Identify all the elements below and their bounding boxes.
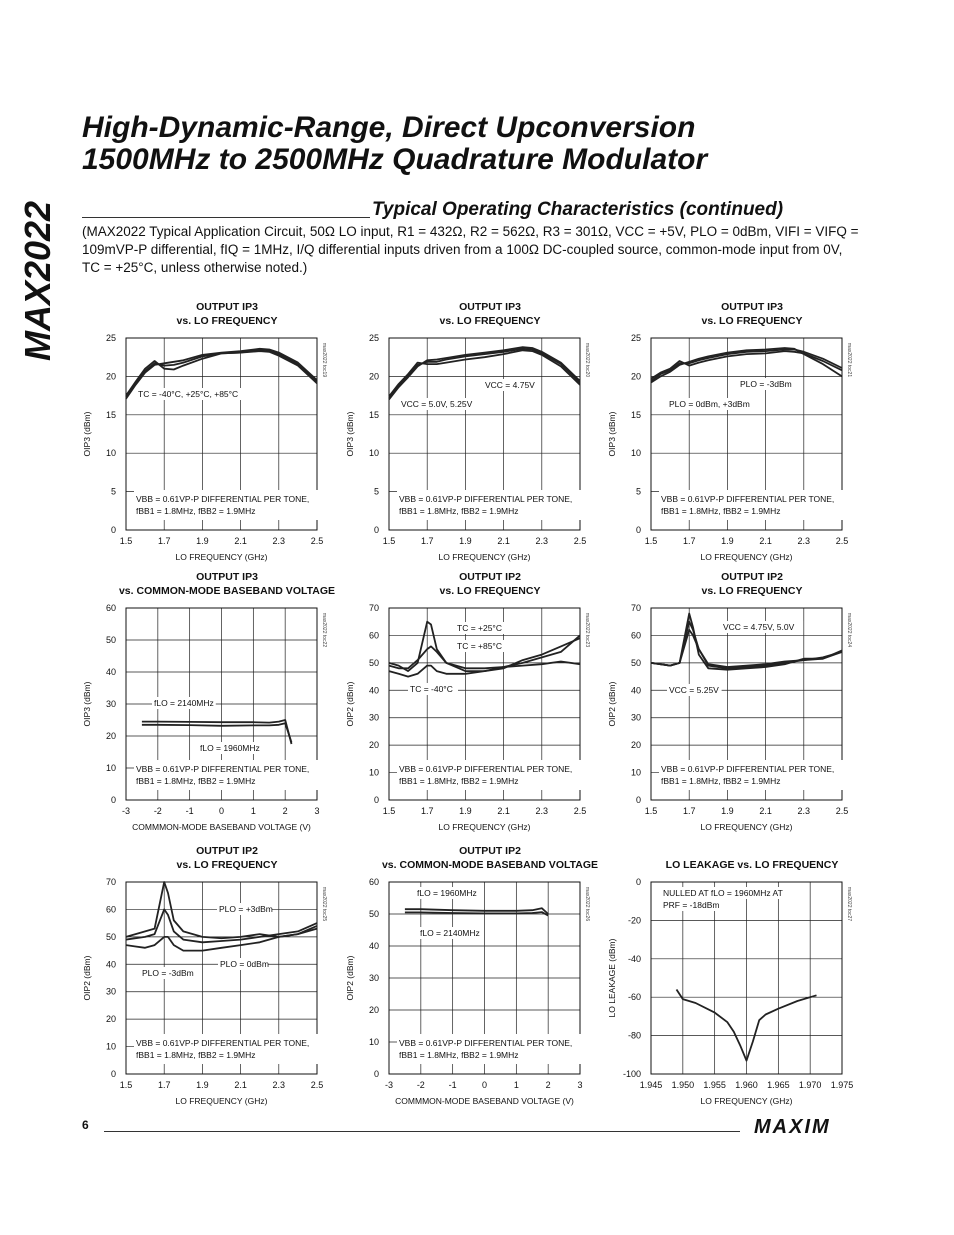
chart-oip2-vs-cm-voltage [345, 844, 635, 1109]
maxim-logo: MAXIM [754, 1116, 831, 1138]
y-tick-label: 60 [368, 877, 379, 887]
y-tick-label: 0 [635, 877, 641, 887]
y-tick-label: 60 [105, 904, 116, 915]
chart-svg [82, 300, 372, 565]
x-axis-label: LO FREQUENCY (GHz) [438, 552, 531, 562]
footnote-line-2: fBB1 = 1.8MHz, fBB2 = 1.9MHz [661, 776, 781, 786]
y-tick-label: -80 [627, 1030, 641, 1041]
x-axis-label: LO FREQUENCY (GHz) [700, 822, 793, 832]
x-tick-label: 1.9 [721, 536, 734, 546]
x-tick-label: 2.5 [573, 536, 587, 546]
annotation-label: VCC = 5.0V, 5.25V [401, 399, 473, 409]
x-tick-label: -1 [185, 806, 194, 816]
chart-title-line-1: OUTPUT IP2 [196, 845, 258, 857]
y-tick-label: 25 [630, 333, 641, 343]
footnote-line-2: fBB1 = 1.8MHz, fBB2 = 1.9MHz [399, 1050, 519, 1060]
chart-svg [607, 300, 897, 565]
x-tick-label: 1.7 [420, 536, 434, 546]
y-tick-label: 0 [635, 525, 641, 535]
x-tick-label: 2.5 [835, 806, 849, 816]
x-tick-label: -3 [384, 1080, 394, 1090]
chart-svg [345, 300, 635, 565]
chart-id: max2022 toc24 [846, 612, 852, 648]
x-axis-label: LO FREQUENCY (GHz) [438, 822, 531, 832]
x-tick-label: 1.5 [382, 536, 396, 546]
x-tick-label: 1.9 [196, 536, 209, 546]
x-tick-label: 2 [545, 1080, 551, 1090]
x-axis-label: LO FREQUENCY (GHz) [175, 1096, 268, 1106]
y-tick-label: 20 [105, 1014, 116, 1025]
chart-title-line-2: vs. LO FREQUENCY [176, 859, 278, 871]
y-tick-label: 20 [368, 371, 379, 382]
y-tick-label: 10 [105, 1041, 116, 1052]
y-tick-label: 20 [105, 371, 116, 382]
x-tick-label: 2 [282, 806, 288, 816]
y-tick-label: 40 [105, 959, 116, 970]
y-tick-label: 25 [368, 333, 379, 343]
annotation-label: NULLED AT fLO = 1960MHz AT [663, 888, 783, 898]
chart-svg [345, 570, 635, 835]
x-tick-label: 1.9 [459, 536, 472, 546]
x-tick-label: 1.7 [157, 536, 171, 546]
y-tick-label: 40 [368, 685, 379, 696]
y-axis-label: OIP2 (dBm) [607, 681, 617, 727]
x-tick-label: 1.5 [119, 1080, 133, 1090]
chart-id: max2022 toc21 [846, 342, 852, 378]
y-tick-label: 0 [110, 795, 116, 805]
footnote-line-1: VBB = 0.61VP-P DIFFERENTIAL PER TONE, [661, 494, 835, 504]
y-tick-label: 40 [630, 685, 641, 696]
x-tick-label: 1.975 [830, 1080, 854, 1090]
chart-svg [345, 844, 635, 1109]
y-axis-label: OIP3 (dBm) [82, 681, 92, 727]
y-axis-label: OIP3 (dBm) [345, 411, 355, 457]
y-tick-label: 5 [635, 486, 641, 497]
x-axis-label: COMMMON-MODE BASEBAND VOLTAGE (V) [132, 822, 311, 832]
y-tick-label: 30 [105, 699, 116, 709]
y-tick-label: 15 [630, 409, 641, 420]
x-tick-label: -2 [416, 1080, 425, 1090]
y-tick-label: 10 [368, 448, 379, 459]
y-tick-label: 0 [110, 1069, 116, 1079]
annotation-label: fLO = 1960MHz [200, 743, 260, 753]
y-tick-label: 0 [373, 525, 379, 535]
x-axis-label: COMMMON-MODE BASEBAND VOLTAGE (V) [395, 1096, 574, 1106]
x-tick-label: -2 [153, 806, 162, 816]
x-tick-label: 1.7 [157, 1080, 171, 1090]
annotation-label: VCC = 4.75V [485, 380, 535, 390]
chart-title-line-2: LO LEAKAGE vs. LO FREQUENCY [665, 859, 839, 871]
footnote-line-2: fBB1 = 1.8MHz, fBB2 = 1.9MHz [399, 776, 519, 786]
chart-id: max2022 toc23 [584, 612, 590, 648]
x-tick-label: 1.970 [798, 1080, 822, 1090]
annotation-label: VCC = 5.25V [669, 685, 719, 695]
x-tick-label: 1 [513, 1080, 519, 1090]
chart-title-line-2: vs. LO FREQUENCY [176, 315, 278, 327]
footnote-line-1: VBB = 0.61VP-P DIFFERENTIAL PER TONE, [136, 764, 310, 774]
footnote-line-1: VBB = 0.61VP-P DIFFERENTIAL PER TONE, [661, 764, 835, 774]
chart-title-line-1: OUTPUT IP2 [459, 571, 521, 583]
chart-lo-leakage-vs-lo [607, 844, 897, 1109]
x-tick-label: 2.3 [535, 536, 549, 546]
y-tick-label: 0 [110, 525, 116, 535]
y-tick-label: 20 [630, 371, 641, 382]
x-tick-label: 1.9 [721, 806, 734, 816]
footnote-line-2: fBB1 = 1.8MHz, fBB2 = 1.9MHz [136, 1050, 256, 1060]
chart-oip2-vs-lo-temp [345, 570, 635, 835]
chart-title-line-2: vs. LO FREQUENCY [439, 585, 541, 597]
x-tick-label: 2.3 [272, 536, 286, 546]
annotation-label: fLO = 2140MHz [154, 698, 214, 708]
x-tick-label: 2.3 [272, 1080, 286, 1090]
section-rule [82, 217, 370, 218]
section-title: Typical Operating Characteristics (continued) [372, 199, 784, 220]
series-line [389, 347, 580, 399]
y-tick-label: 40 [368, 941, 379, 951]
chart-svg [82, 844, 372, 1109]
x-tick-label: 1.7 [682, 536, 696, 546]
chart-id: max2022 toc26 [584, 886, 590, 922]
side-part-number: MAX2022 [17, 200, 58, 362]
footnote-line-1: VBB = 0.61VP-P DIFFERENTIAL PER TONE, [136, 1038, 310, 1048]
chart-oip2-vs-lo-plo [82, 844, 372, 1109]
x-tick-label: 1.5 [382, 806, 396, 816]
y-tick-label: 10 [368, 1037, 379, 1047]
y-tick-label: 30 [368, 712, 379, 723]
chart-title-line-2: vs. LO FREQUENCY [439, 315, 541, 327]
page-title [82, 112, 882, 176]
footnote-line-1: VBB = 0.61VP-P DIFFERENTIAL PER TONE, [399, 494, 573, 504]
chart-oip2-vs-lo-vcc [607, 570, 897, 835]
y-tick-label: 50 [630, 657, 641, 668]
y-tick-label: 70 [630, 603, 641, 613]
x-tick-label: 2.1 [497, 536, 510, 546]
x-tick-label: 3 [314, 806, 320, 816]
annotation-label: fLO = 2140MHz [420, 928, 480, 938]
chart-title-line-1: OUTPUT IP3 [196, 571, 258, 583]
footer-rule [104, 1131, 740, 1132]
y-tick-label: 10 [630, 767, 641, 778]
y-tick-label: 60 [105, 603, 116, 613]
x-tick-label: 1.7 [420, 806, 434, 816]
x-tick-label: 2.5 [835, 536, 849, 546]
x-axis-label: LO FREQUENCY (GHz) [700, 552, 793, 562]
x-tick-label: 2.3 [797, 806, 811, 816]
annotation-label: TC = +25°C [457, 623, 502, 633]
y-tick-label: 10 [105, 448, 116, 459]
footnote-line-2: fBB1 = 1.8MHz, fBB2 = 1.9MHz [661, 506, 781, 516]
y-tick-label: 5 [373, 486, 379, 497]
chart-oip3-vs-lo-vcc [345, 300, 635, 565]
x-tick-label: 1.7 [682, 806, 696, 816]
page-number: 6 [82, 1118, 89, 1132]
series-line [651, 348, 842, 383]
series-line [142, 720, 292, 744]
y-axis-label: OIP2 (dBm) [345, 955, 355, 1001]
x-tick-label: 2.3 [535, 806, 549, 816]
annotation-label: TC = -40°C [410, 684, 453, 694]
y-tick-label: 20 [368, 740, 379, 751]
x-tick-label: 1.5 [644, 536, 658, 546]
y-tick-label: -60 [627, 992, 641, 1003]
y-tick-label: 20 [368, 1005, 379, 1015]
chart-title-line-1: OUTPUT IP3 [196, 301, 258, 313]
footnote-line-2: fBB1 = 1.8MHz, fBB2 = 1.9MHz [136, 506, 256, 516]
y-tick-label: -40 [627, 953, 641, 964]
chart-id: max2022 toc20 [584, 342, 590, 378]
y-tick-label: 40 [105, 667, 116, 677]
y-axis-label: OIP3 (dBm) [82, 411, 92, 457]
chart-id: max2022 toc19 [321, 342, 327, 378]
page-title-line-1: High-Dynamic-Range, Direct Upconversion [82, 111, 696, 144]
annotation-label: PLO = +3dBm [219, 904, 273, 914]
annotation-label: fLO = 1960MHz [417, 888, 477, 898]
chart-title-line-2: vs. COMMON-MODE BASEBAND VOLTAGE [118, 585, 336, 597]
y-tick-label: 0 [635, 795, 641, 805]
footnote-line-1: VBB = 0.61VP-P DIFFERENTIAL PER TONE, [399, 764, 573, 774]
x-tick-label: 2.1 [497, 806, 510, 816]
y-tick-label: 10 [105, 763, 116, 773]
y-tick-label: 50 [368, 909, 379, 919]
chart-oip3-vs-lo-temp [82, 300, 372, 565]
chart-svg [607, 570, 897, 835]
x-tick-label: 2.1 [234, 536, 247, 546]
chart-id: max2022 toc22 [321, 612, 327, 648]
x-tick-label: 0 [218, 806, 225, 816]
y-axis-label: OIP3 (dBm) [607, 411, 617, 457]
y-tick-label: 5 [110, 486, 116, 497]
annotation-label: PRF = -18dBm [663, 900, 720, 910]
annotation-label: PLO = 0dBm [220, 959, 269, 969]
annotation-label: TC = +85°C [457, 641, 502, 651]
y-tick-label: 25 [105, 333, 116, 343]
x-axis-label: LO FREQUENCY (GHz) [700, 1096, 793, 1106]
x-tick-label: -3 [121, 806, 131, 816]
x-tick-label: 2.1 [234, 1080, 247, 1090]
y-tick-label: 50 [105, 635, 116, 645]
chart-title-line-1: OUTPUT IP3 [721, 301, 783, 313]
y-tick-label: 30 [105, 986, 116, 997]
footnote-line-2: fBB1 = 1.8MHz, fBB2 = 1.9MHz [136, 776, 256, 786]
x-tick-label: 3 [577, 1080, 583, 1090]
x-tick-label: 1.960 [735, 1080, 758, 1090]
x-tick-label: 1.5 [644, 806, 658, 816]
test-conditions: (MAX2022 Typical Application Circuit, 50Ω LO input, R1 = 432Ω, R2 = 562Ω, R3 = 301Ω, VCC = +5V, PLO = 0dBm, VIFI = VIFQ = 109mVP-P differential, fIQ = 1MHz, I/Q differential inputs driven from a 100Ω DC-coupled source, common-mode input from 0V, TC = +25°C, unless otherwise noted.) [82, 224, 859, 275]
y-tick-label: 20 [630, 740, 641, 751]
x-tick-label: 1.5 [119, 536, 133, 546]
y-tick-label: 15 [105, 409, 116, 420]
annotation-label: VCC = 4.75V, 5.0V [723, 622, 795, 632]
y-axis-label: LO LEAKAGE (dBm) [607, 938, 617, 1018]
x-tick-label: 2.5 [573, 806, 587, 816]
y-tick-label: 50 [105, 931, 116, 942]
chart-oip3-vs-cm-voltage [82, 570, 372, 835]
chart-title-line-2: vs. LO FREQUENCY [701, 585, 803, 597]
x-tick-label: 2.1 [759, 536, 772, 546]
chart-title-line-1: OUTPUT IP2 [721, 571, 783, 583]
chart-title-line-1: OUTPUT IP3 [459, 301, 521, 313]
y-tick-label: 60 [630, 630, 641, 641]
x-tick-label: 0 [481, 1080, 488, 1090]
footnote-line-2: fBB1 = 1.8MHz, fBB2 = 1.9MHz [399, 506, 519, 516]
y-tick-label: 10 [630, 448, 641, 459]
x-tick-label: 2.5 [310, 1080, 324, 1090]
annotation-label: TC = -40°C, +25°C, +85°C [138, 389, 239, 399]
x-tick-label: 1.955 [703, 1080, 726, 1090]
x-tick-label: -1 [448, 1080, 457, 1090]
y-tick-label: 10 [368, 767, 379, 778]
page-title-line-2: 1500MHz to 2500MHz Quadrature Modulator [82, 143, 708, 176]
y-tick-label: 20 [105, 731, 116, 741]
footnote-line-1: VBB = 0.61VP-P DIFFERENTIAL PER TONE, [399, 1038, 573, 1048]
y-tick-label: 70 [368, 603, 379, 613]
x-tick-label: 2.5 [310, 536, 324, 546]
annotation-label: PLO = 0dBm, +3dBm [669, 399, 750, 409]
chart-id: max2022 toc27 [846, 886, 852, 922]
chart-svg [607, 844, 897, 1109]
y-tick-label: -100 [622, 1069, 641, 1079]
series-line [142, 723, 292, 742]
y-tick-label: 0 [373, 795, 379, 805]
chart-title-line-2: vs. COMMON-MODE BASEBAND VOLTAGE [381, 859, 599, 871]
y-tick-label: -20 [627, 915, 641, 926]
y-tick-label: 0 [373, 1069, 379, 1079]
chart-oip3-vs-lo-plo [607, 300, 897, 565]
x-axis-label: LO FREQUENCY (GHz) [175, 552, 268, 562]
x-tick-label: 1.950 [671, 1080, 695, 1090]
x-tick-label: 1.9 [196, 1080, 209, 1090]
y-tick-label: 30 [368, 973, 379, 983]
annotation-label: PLO = -3dBm [740, 379, 792, 389]
chart-id: max2022 toc25 [321, 886, 327, 922]
footnote-line-1: VBB = 0.61VP-P DIFFERENTIAL PER TONE, [136, 494, 310, 504]
y-tick-label: 15 [368, 409, 379, 420]
chart-svg [82, 570, 372, 835]
annotation-label: PLO = -3dBm [142, 968, 194, 978]
x-tick-label: 1.965 [767, 1080, 790, 1090]
y-tick-label: 30 [630, 712, 641, 723]
x-tick-label: 2.1 [759, 806, 772, 816]
x-tick-label: 1.9 [459, 806, 472, 816]
x-tick-label: 1 [250, 806, 256, 816]
chart-title-line-1: OUTPUT IP2 [459, 845, 521, 857]
chart-title-line-2: vs. LO FREQUENCY [701, 315, 803, 327]
y-axis-label: OIP2 (dBm) [82, 955, 92, 1001]
x-tick-label: 1.945 [639, 1080, 663, 1090]
x-tick-label: 2.3 [797, 536, 811, 546]
y-tick-label: 50 [368, 657, 379, 668]
y-axis-label: OIP2 (dBm) [345, 681, 355, 727]
y-tick-label: 60 [368, 630, 379, 641]
y-tick-label: 70 [105, 877, 116, 887]
